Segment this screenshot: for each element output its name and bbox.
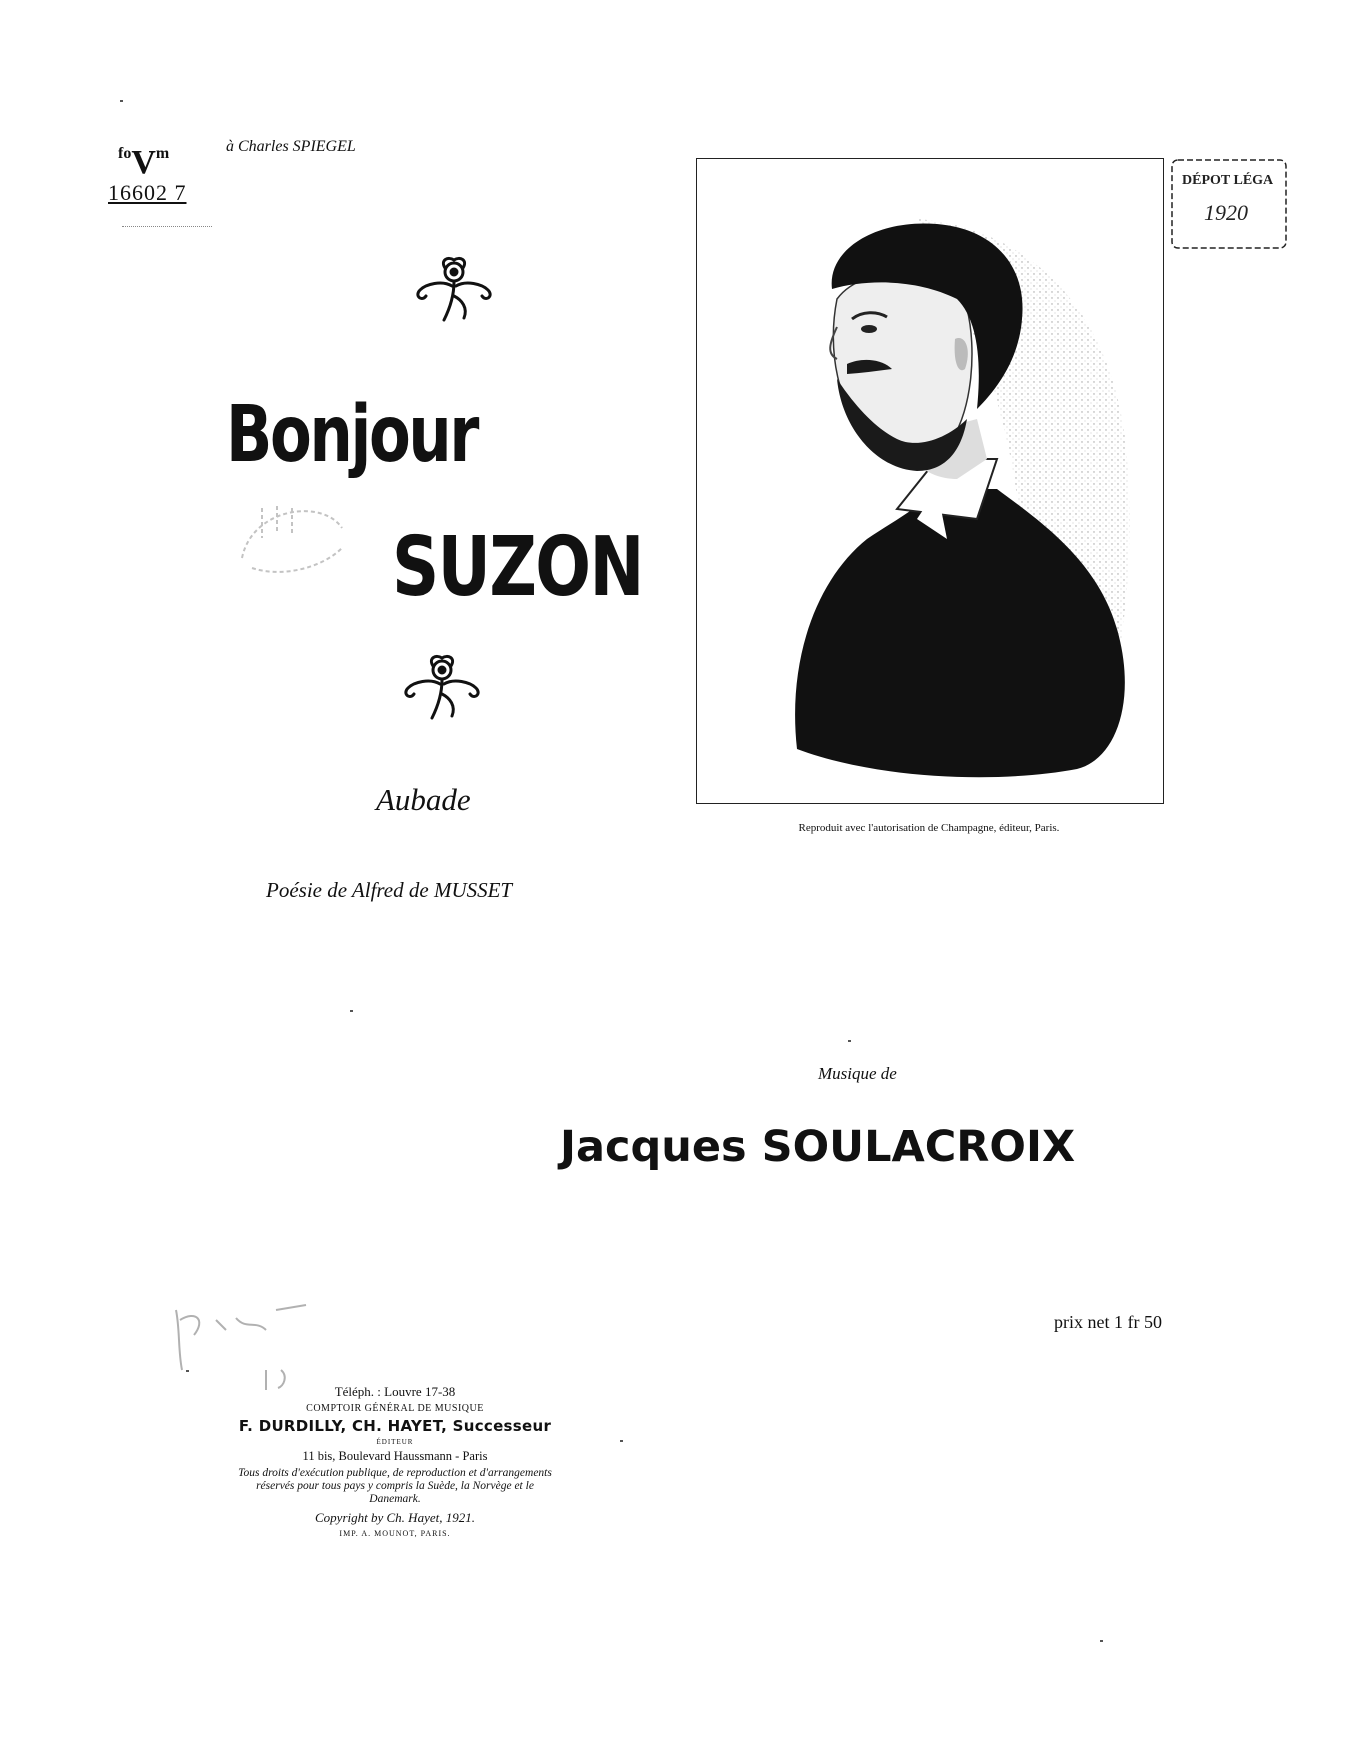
composer-name: Jacques SOULACROIX [560, 1122, 1076, 1172]
scan-speck [120, 100, 123, 102]
faint-library-stamp [232, 488, 352, 578]
publisher-telephone: Téléph. : Louvre 17-38 [334, 1384, 456, 1399]
music-label: Musique de [818, 1064, 897, 1083]
dotted-rule [122, 226, 212, 227]
stamp-line-2: 1920 [1204, 200, 1248, 225]
dedication: à Charles SPIEGEL [226, 138, 356, 155]
shelfmark-sup: m [155, 145, 170, 162]
shelfmark-number [108, 180, 187, 206]
publisher-name: F. DURDILLY, CH. HAYET, Successeur [238, 1417, 552, 1435]
price: prix net 1 fr 50 [1054, 1312, 1162, 1332]
shelfmark-num: 16602 [108, 180, 168, 205]
scan-speck [186, 1370, 189, 1372]
shelfmark-prefix: fo [118, 145, 132, 162]
shelfmark-main: V [131, 144, 156, 181]
portrait-frame [696, 158, 1164, 804]
shelfmark-letter [118, 146, 169, 180]
floral-ornament-top [404, 256, 504, 326]
publisher-copyright: Copyright by Ch. Hayet, 1921. [315, 1509, 475, 1525]
publisher-address: 11 bis, Boulevard Haussmann - Paris [302, 1449, 488, 1463]
depot-legal-stamp [1168, 156, 1290, 252]
publisher-rights: Tous droits d'exécution publique, de reproduction et d'arrangements réservés pour tous pays y compris la Suède, la Norvège et le Danemark. [238, 1467, 552, 1506]
title-line-2: SUZON [392, 520, 643, 615]
scan-speck [620, 1440, 623, 1442]
publisher-editeur: ÉDITEUR [376, 1438, 414, 1446]
subtitle: Aubade [376, 782, 471, 817]
title-line-1: Bonjour [226, 390, 478, 480]
shelfmark-suffix: 7 [174, 180, 187, 205]
publisher-printer: IMP. A. MOUNOT, PARIS. [339, 1528, 451, 1538]
publisher-comptoir: COMPTOIR GÉNÉRAL DE MUSIQUE [306, 1403, 484, 1414]
stamp-line-1: DÉPOT LÉGA [1182, 173, 1274, 188]
scan-speck [1100, 1640, 1103, 1642]
publisher-imprint [230, 1384, 560, 1541]
scan-speck [848, 1040, 851, 1042]
floral-ornament-bottom [392, 654, 492, 724]
portrait-image [697, 159, 1163, 803]
poet-credit: Poésie de Alfred de MUSSET [266, 878, 513, 902]
scan-speck [350, 1010, 353, 1012]
portrait-caption: Reproduit avec l'autorisation de Champagne, éditeur, Paris. [798, 822, 1060, 834]
